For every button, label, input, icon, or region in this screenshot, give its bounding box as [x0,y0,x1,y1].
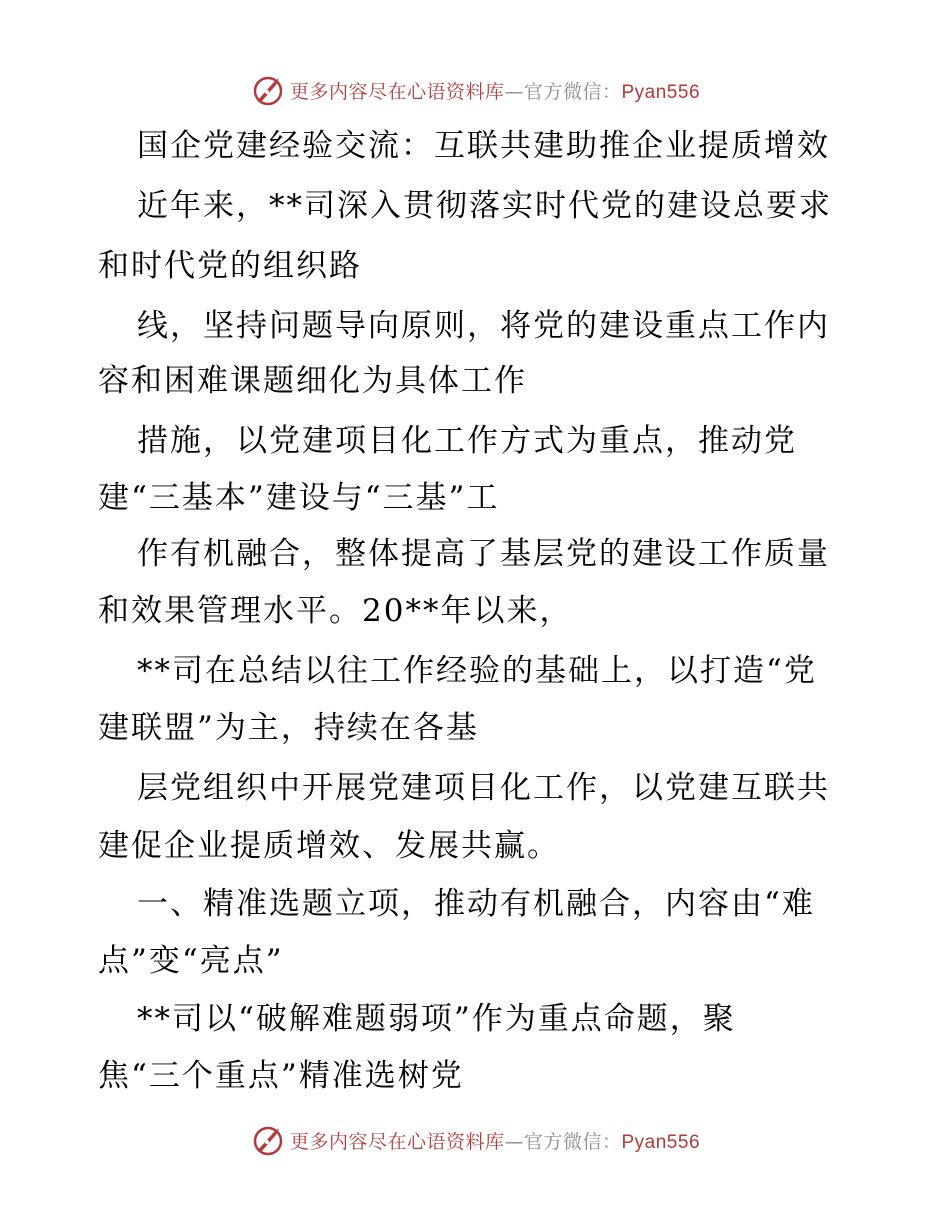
doc-line: 和时代党的组织路 [98,248,362,284]
header-banner-text [290,77,700,104]
doc-line: 建联盟”为主，持续在各基 [98,710,479,746]
footer-banner-text [290,1127,700,1154]
footer-banner-dash: — [504,1130,524,1153]
doc-line: 点”变“亮点” [98,943,284,979]
pen-nib-circle-logo-icon [250,1122,286,1158]
doc-line: 建促企业提质增效、发展共赢。 [98,828,560,864]
doc-line: **司在总结以往工作经验的基础上，以打造“党 [137,653,817,689]
footer-contact-id: Pyan556 [621,1131,701,1153]
doc-line: 层党组织中开展党建项目化工作，以党建互联共 [137,770,830,806]
doc-line: 近年来，**司深入贯彻落实时代党的建设总要求 [137,188,832,224]
header-contact-id: Pyan556 [621,81,701,103]
header-banner [0,70,950,110]
footer-banner [0,1120,950,1160]
header-banner-dash: — [504,80,524,103]
doc-line: 措施，以党建项目化工作方式为重点，推动党 [137,423,797,459]
doc-line: 和效果管理水平。20**年以来， [98,593,573,629]
header-contact-label: 官方微信： [523,80,622,103]
doc-line: 容和困难课题细化为具体工作 [98,363,527,399]
doc-line: **司以“破解难题弱项”作为重点命题，聚 [137,1001,736,1037]
doc-line: 作有机融合，整体提高了基层党的建设工作质量 [137,536,830,572]
footer-brand-text: 更多内容尽在心语资料库 [289,1130,505,1153]
doc-line: 国企党建经验交流：互联共建助推企业提质增效 [137,128,830,164]
footer-contact-label: 官方微信： [523,1130,622,1153]
pen-nib-circle-logo-icon [250,72,286,108]
header-brand-text: 更多内容尽在心语资料库 [289,80,505,103]
doc-line: 焦“三个重点”精准选树党 [98,1058,464,1094]
doc-line: 一、精准选题立项，推动有机融合，内容由“难 [137,886,815,922]
doc-line: 建“三基本”建设与“三基”工 [98,480,500,516]
doc-line: 线，坚持问题导向原则，将党的建设重点工作内 [137,308,830,344]
